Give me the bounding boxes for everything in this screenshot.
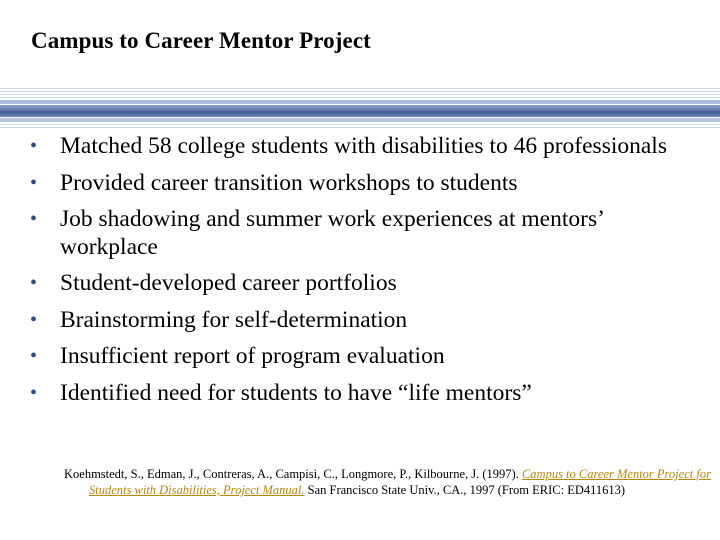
bullet-item	[26, 133, 686, 161]
citation	[64, 466, 720, 498]
bullet-item	[26, 307, 686, 335]
bullet-text: Matched 58 college students with disabilities to 46 professionals	[60, 133, 667, 159]
bullet-text: Insufficient report of program evaluation	[60, 343, 445, 369]
bullet-item	[26, 206, 686, 261]
bullet-item	[26, 343, 686, 371]
band-bar	[0, 105, 720, 117]
bullet-dot-icon: •	[30, 345, 38, 367]
bullet-item	[26, 380, 686, 408]
band-highlight-top	[0, 100, 720, 104]
citation-link[interactable]: Campus to Career Mentor Project for Students with Disabilities, Project Manual.	[89, 467, 711, 497]
citation-source: San Francisco State Univ., CA., 1997 (From ERIC: ED411613)	[307, 483, 626, 497]
bullet-text: Brainstorming for self-determination	[60, 306, 408, 333]
bullet-list	[26, 133, 686, 416]
bullet-text: Job shadowing and summer work experiences at mentors’ workplace	[60, 206, 604, 260]
bullet-dot-icon: •	[30, 308, 38, 331]
bullet-item	[26, 270, 686, 298]
bullet-text: Identified need for students to have “life mentors”	[60, 379, 532, 406]
bullet-text: Student-developed career portfolios	[60, 270, 397, 296]
bullet-dot-icon: •	[30, 171, 38, 194]
bullet-item	[26, 170, 686, 198]
band-highlight-bottom	[0, 118, 720, 122]
bullet-dot-icon: •	[30, 381, 38, 404]
slide-title: Campus to Career Mentor Project	[31, 28, 371, 53]
bullet-text: Provided career transition workshops to students	[60, 169, 518, 196]
citation-authors: Koehmstedt, S., Edman, J., Contreras, A., Campisi, C., Longmore, P., Kilbourne, J. (1997).	[64, 467, 519, 481]
bullet-dot-icon: •	[30, 208, 38, 230]
bullet-dot-icon: •	[30, 135, 38, 157]
bullet-dot-icon: •	[30, 272, 38, 294]
